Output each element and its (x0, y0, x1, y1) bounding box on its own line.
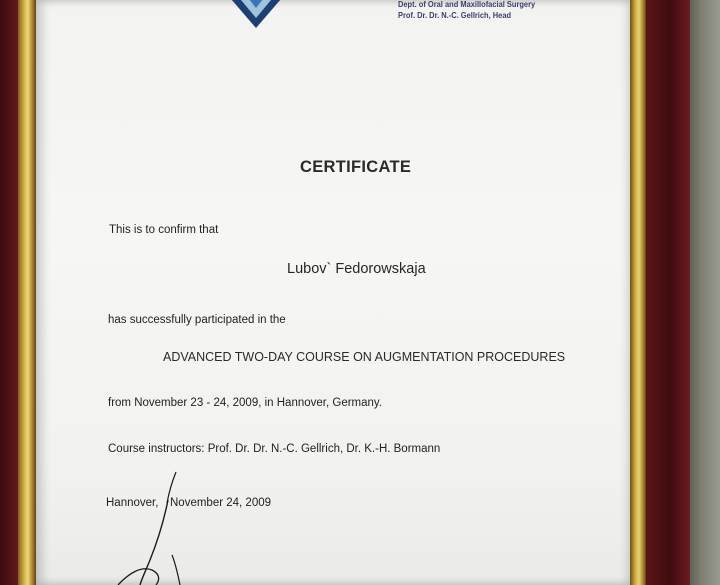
department-head: Prof. Dr. Dr. N.-C. Gellrich, Head (398, 10, 512, 20)
department-name: Dept. of Oral and Maxillofacial Surgery (398, 0, 536, 9)
course-dates: from November 23 - 24, 2009, in Hannover, Germany. (108, 397, 383, 409)
recipient-name: Lubov` Fedorowskaja (287, 261, 426, 277)
issue-date: November 24, 2009 (170, 497, 272, 509)
certificate-title: CERTIFICATE (300, 158, 412, 176)
course-instructors: Course instructors: Prof. Dr. Dr. N.-C. Gellrich, Dr. K.-H. Bormann (108, 443, 441, 455)
course-name: ADVANCED TWO-DAY COURSE ON AUGMENTATION PROCEDURES (163, 350, 566, 364)
participated-text: has successfully participated in the (108, 314, 286, 326)
issue-place: Hannover, (106, 497, 159, 509)
confirm-text: This is to confirm that (109, 224, 219, 236)
